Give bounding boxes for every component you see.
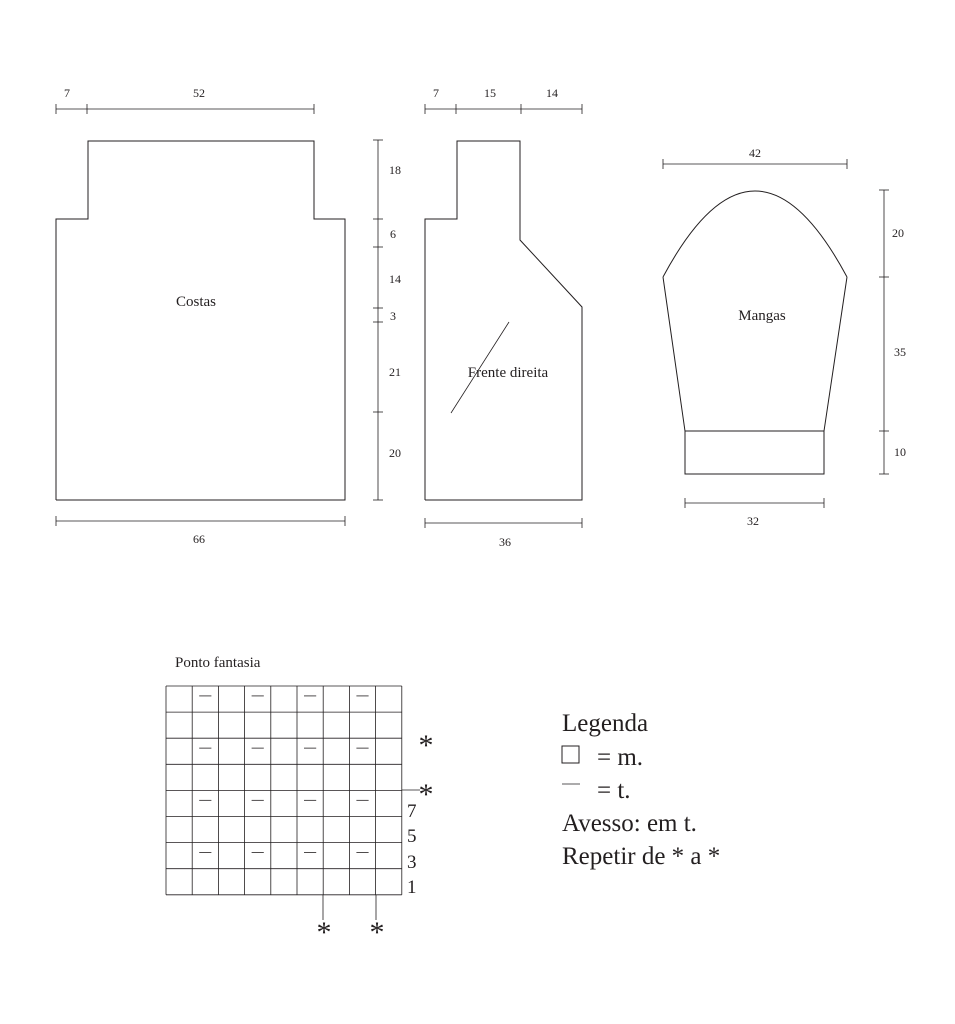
chart-row-number-3: 3 [407,852,417,873]
sleeve-label: Mangas [738,308,786,324]
sleeve-cap-height-dim: 20 [892,226,904,240]
chart-row-number-5: 5 [407,826,417,847]
front-outline [425,141,582,500]
front-bottom-dimension [425,518,582,549]
sleeve-height-dimension [879,190,906,474]
front-shoulder-dim: 7 [433,86,439,100]
chart-purl-marks [199,696,368,853]
repeat-star-right-upper: * [418,729,434,762]
front-piece [425,86,582,549]
back-label: Costas [175,294,217,310]
sleeve-cap-curve [663,191,847,277]
stitch-chart [166,655,434,949]
sleeve-length-dim: 35 [894,345,906,359]
sleeve-top-width-dim: 42 [749,146,761,160]
back-bottom-dimension [56,516,345,546]
chart-row-number-1: 1 [407,877,417,898]
chart-grid [166,686,402,895]
legend-repeat-text: Repetir de * a * [562,843,721,870]
stitch-chart-title: Ponto fantasia [175,655,261,671]
legend-wrong-side-text: Avesso: em t. [562,810,697,837]
legend [562,710,720,870]
back-shoulder-dim: 7 [64,86,70,100]
back-height-dim-1: 18 [389,163,401,177]
repeat-star-right-lower: * [418,778,434,811]
repeat-star-bottom-left: * [316,916,332,949]
back-height-dim-5: 21 [389,365,401,379]
back-height-dim-3: 14 [389,272,401,286]
legend-knit-symbol [562,746,579,763]
front-neckline-dim: 14 [546,86,558,100]
back-width-dim: 66 [193,532,205,546]
back-outline [56,141,345,500]
sleeve-piece [663,146,906,528]
back-height-dimension [373,140,401,500]
sleeve-top-dimension [663,146,847,169]
back-height-dim-4: 3 [390,309,396,323]
chart-row-number-7: 7 [407,801,417,822]
back-height-dim-2: 6 [390,227,396,241]
back-neck-dim: 52 [193,86,205,100]
sleeve-outline [663,277,847,474]
front-neck-dim: 15 [484,86,496,100]
front-label: Frente direita [467,365,549,381]
back-piece [56,86,401,546]
back-top-dimension [56,86,314,114]
sleeve-bottom-dimension [685,498,824,528]
front-top-dimension [425,86,582,114]
legend-title: Legenda [562,710,649,737]
repeat-star-bottom-right: * [369,916,385,949]
front-width-dim: 36 [499,535,511,549]
back-height-dim-6: 20 [389,446,401,460]
legend-knit-text: = m. [597,744,644,771]
legend-purl-text: = t. [597,777,631,804]
sleeve-cuff-width-dim: 32 [747,514,759,528]
sleeve-cuff-height-dim: 10 [894,445,906,459]
